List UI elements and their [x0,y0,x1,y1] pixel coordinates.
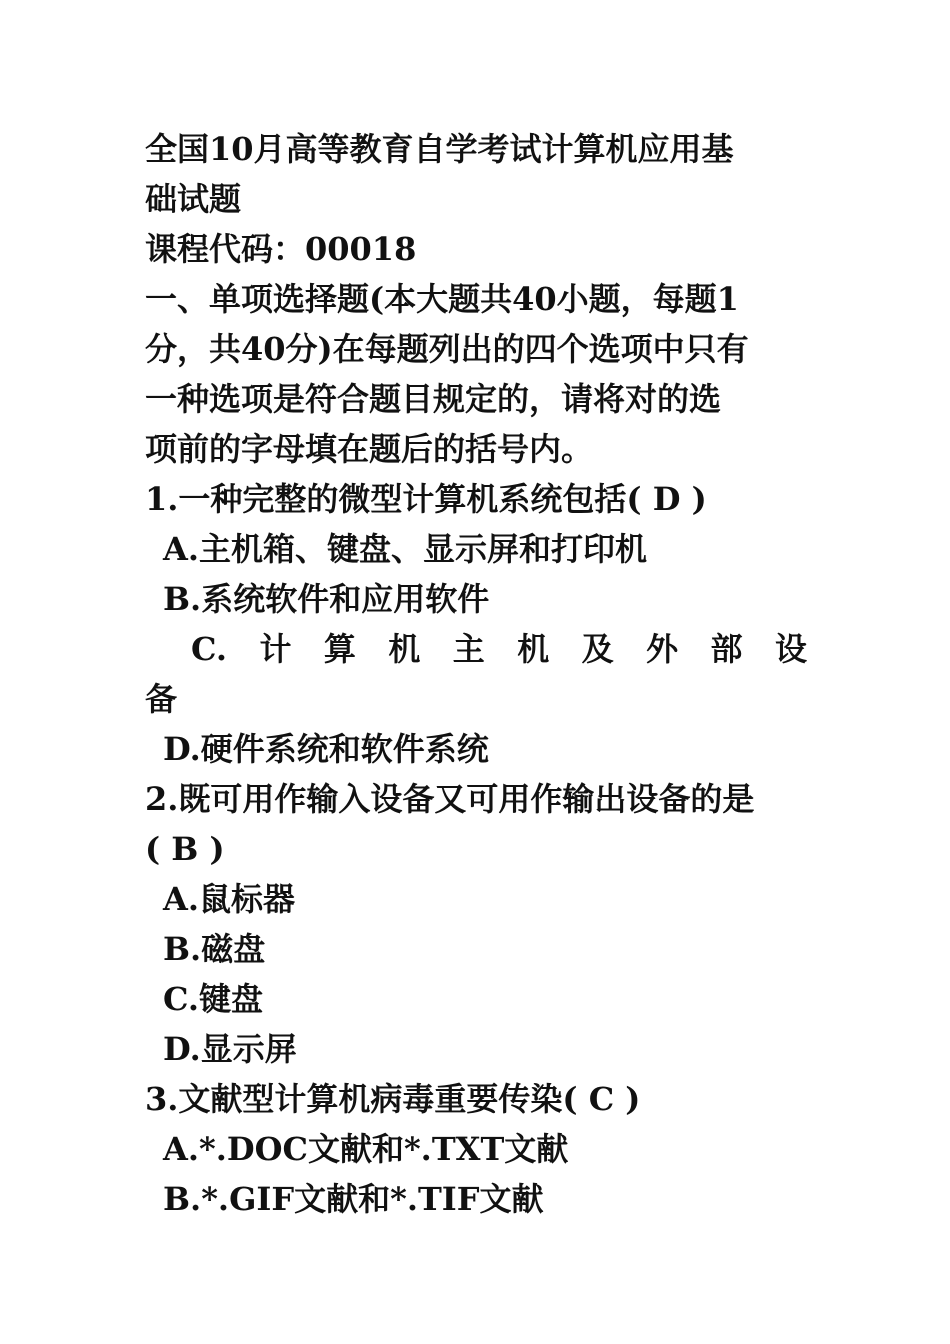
question-1-stem: 1.一种完整的微型计算机系统包括( D ) [145,480,707,518]
section-intro-line-1: 一、单项选择题(本大题共40小题，每题1 [145,280,739,318]
course-code: 课程代码：00018 [145,230,417,268]
option-c-char: 机 [517,630,550,668]
option-c-char: 机 [388,630,421,668]
question-1-option-b: B.系统软件和应用软件 [163,580,490,618]
option-c-char: 设 [774,630,807,668]
question-1-option-c [145,624,807,674]
section-intro-line-3: 一种选项是符合题目规定的，请将对的选 [145,380,722,418]
question-2-stem-line-2: ( B ) [145,830,225,868]
title-line-1: 全国10月高等教育自学考试计算机应用基 [145,130,734,168]
section-intro-line-4: 项前的字母填在题后的括号内。 [145,430,594,468]
document-body [145,124,807,1224]
question-1-option-c-tail: 备 [145,680,178,718]
option-c-char: 及 [581,630,614,668]
question-2-option-c: C.键盘 [163,980,264,1018]
option-c-char: 外 [646,630,679,668]
question-3-option-b: B.*.GIF文献和*.TIF文献 [163,1180,544,1218]
title-line-2: 础试题 [145,180,242,218]
option-c-char: 计 [259,630,292,668]
question-1-option-a: A.主机箱、键盘、显示屏和打印机 [163,530,647,568]
question-3-option-a: A.*.DOC文献和*.TXT文献 [163,1130,569,1168]
question-1-option-d: D.硬件系统和软件系统 [163,730,489,768]
question-2-option-a: A.鼠标器 [163,880,295,918]
question-2-option-b: B.磁盘 [163,930,266,968]
question-2-stem-line-1: 2.既可用作输入设备又可用作输出设备的是 [145,780,755,818]
option-c-char: C. [191,630,228,668]
option-c-char: 部 [710,630,743,668]
question-2-option-d: D.显示屏 [163,1030,297,1068]
question-3-stem: 3.文献型计算机病毒重要传染( C ) [145,1080,641,1118]
section-intro-line-2: 分，共40分)在每题列出的四个选项中只有 [145,330,749,368]
option-c-char: 主 [452,630,485,668]
option-c-char: 算 [323,630,356,668]
